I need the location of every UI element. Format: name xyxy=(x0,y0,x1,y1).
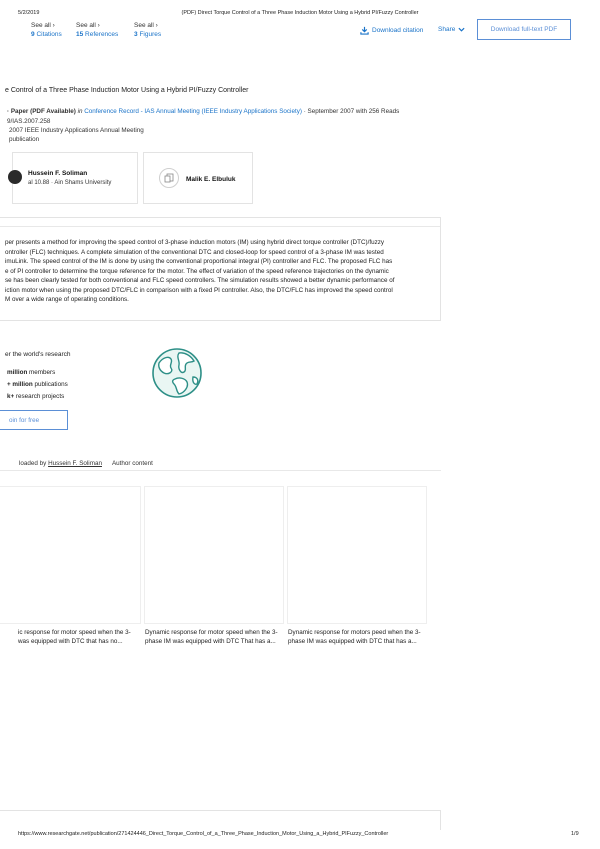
avatar xyxy=(8,170,22,184)
uploader-link[interactable]: Hussein F. Soliman xyxy=(48,460,102,467)
venue-link[interactable]: Conference Record - IAS Annual Meeting (IEEE Industry Applications Society) xyxy=(84,108,302,115)
abstract-line: ontroller (FLC) techniques. A complete simulation of the conventional DTC and closed-loop for speed control of a 3-phase IM was tested xyxy=(5,248,384,256)
in-word: in xyxy=(77,108,83,115)
stat-citations[interactable] xyxy=(31,22,62,38)
uploaded-by: loaded by Hussein F. Soliman xyxy=(19,460,102,467)
figure-caption[interactable]: Dynamic response for motor speed when the 3- phase IM was equipped with DTC That has a... xyxy=(145,629,278,645)
download-citation-label: Download citation xyxy=(372,27,424,34)
download-icon xyxy=(360,26,369,35)
cite-publication-link[interactable]: publication xyxy=(9,136,40,143)
author-name[interactable]: Malik E. Elbuluk xyxy=(186,176,236,183)
abstract-line: se has been clearly tested for both conventional and FLC speed controllers. The simulation results showed a better dynamic performance of xyxy=(5,277,395,284)
author-card[interactable] xyxy=(143,152,253,204)
abstract-line: e of PI controller to determine the torque reference for the motor. The effect of variation of the speed reference trajectories on the dynamic xyxy=(5,267,389,275)
stat-count: 9 xyxy=(31,31,35,38)
figure-thumbnail[interactable] xyxy=(144,486,284,624)
meeting-name: 2007 IEEE Industry Applications Annual Meeting xyxy=(9,127,144,134)
stat-references[interactable] xyxy=(76,22,118,38)
author-name[interactable]: Hussein F. Soliman xyxy=(28,170,88,177)
print-date: 5/2/2019 xyxy=(18,10,40,16)
doi: 9/IAS.2007.258 xyxy=(7,118,51,125)
stat-label: References xyxy=(85,31,119,38)
see-all-link[interactable]: See all › xyxy=(31,22,55,29)
join-stat-publications: + million publications xyxy=(7,381,68,388)
join-stat-members: million members xyxy=(7,369,56,376)
stat-label: Citations xyxy=(36,31,62,38)
abstract-line: imuLink. The speed control of the IM is done by using the conventional proportional integral (PI) controller and FLC. The proposed FLC has xyxy=(5,258,393,265)
author-affiliation: al 10.88 · Ain Shams University xyxy=(28,180,112,186)
figure-thumbnail[interactable] xyxy=(287,486,427,624)
date-reads: · September 2007 with 256 Reads xyxy=(303,108,400,115)
stat-count: 3 xyxy=(134,31,138,38)
see-all-link[interactable]: See all › xyxy=(134,22,158,29)
avatar xyxy=(159,168,179,188)
bottom-panel xyxy=(0,810,441,830)
abstract-line: per presents a method for improving the speed control of 3-phase induction motors (IM) using hybrid direct torque controller (DTC)/fuzzy xyxy=(5,239,385,246)
share-label: Share xyxy=(438,26,456,33)
chevron-down-icon xyxy=(458,26,465,33)
page-number: 1/9 xyxy=(571,831,579,837)
join-stat-projects: k+ research projects xyxy=(7,393,65,400)
stat-count: 15 xyxy=(76,31,84,38)
divider xyxy=(0,226,440,227)
download-citation-button[interactable] xyxy=(360,26,423,35)
author-card[interactable] xyxy=(12,152,138,204)
join-heading: er the world's research xyxy=(5,351,71,358)
stat-figures[interactable] xyxy=(134,22,161,38)
abstract-line: iction motor when using the proposed DTC/FLC in comparison with a fixed PI controller. Also, the DTC/FLC has improved the speed control xyxy=(5,286,393,294)
publication-type: · Paper (PDF Available) xyxy=(7,108,76,115)
footer-url: https://www.researchgate.net/publication/271424446_Direct_Torque_Control_of_a_Three_Phase_Induction_Motor_Using_a_Hybrid_PIFuzzy_Controller xyxy=(18,831,389,837)
uploaded-bar xyxy=(0,457,441,471)
globe-icon xyxy=(151,347,203,399)
abstract-text xyxy=(5,238,439,305)
share-button[interactable] xyxy=(438,26,465,33)
author-content-tag: Author content xyxy=(111,460,153,467)
figure-caption[interactable]: ic response for motor speed when the 3- was equipped with DTC that has no... xyxy=(18,629,131,645)
stat-label: Figures xyxy=(139,31,162,38)
print-doc-title: (PDF) Direct Torque Control of a Three Phase Induction Motor Using a Hybrid PI/Fuzzy Controller xyxy=(181,10,419,16)
see-all-link[interactable]: See all › xyxy=(76,22,100,29)
download-pdf-button[interactable]: Download full-text PDF xyxy=(477,19,571,40)
abstract-line: M over a wide range of operating conditions. xyxy=(5,296,129,303)
user-placeholder-icon xyxy=(164,173,174,183)
join-for-free-button[interactable]: oin for free xyxy=(0,410,68,430)
figure-caption[interactable]: Dynamic response for motors peed when the 3- phase IM was equipped with DTC that has a... xyxy=(288,629,421,645)
publication-title: e Control of a Three Phase Induction Motor Using a Hybrid PI/Fuzzy Controller xyxy=(5,87,249,94)
publication-meta-line xyxy=(7,108,399,115)
figure-thumbnail[interactable] xyxy=(0,486,141,624)
abstract-panel xyxy=(0,217,441,321)
